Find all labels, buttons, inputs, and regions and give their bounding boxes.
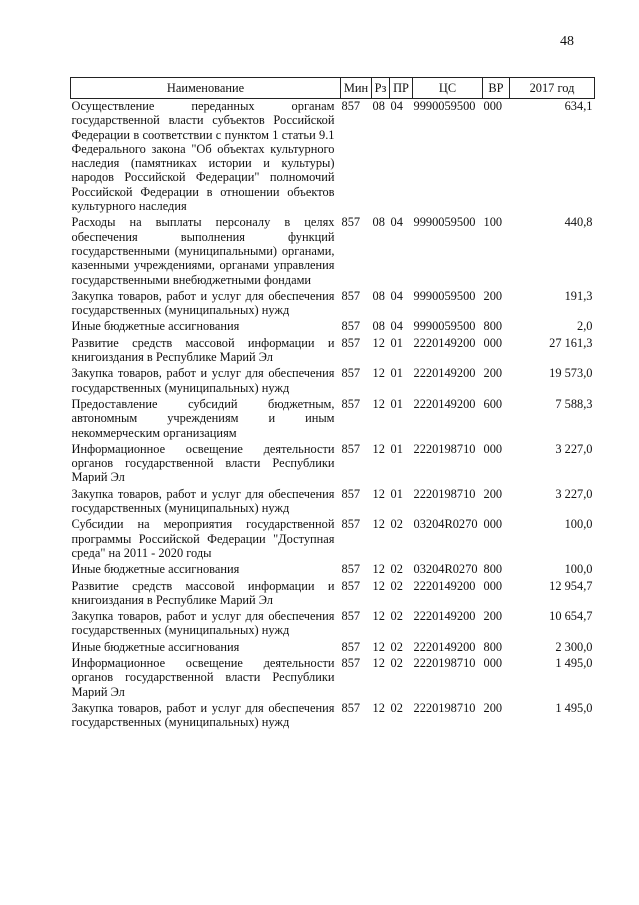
target-article-cell: 2220149200	[413, 366, 476, 381]
expense-type-cell: 200	[483, 288, 503, 303]
amount-cell: 19 573,0	[549, 366, 593, 381]
ministry-code-cell: 857	[341, 578, 361, 593]
amount-cell: 191,3	[564, 288, 593, 303]
ministry-code-cell: 857	[341, 639, 361, 654]
table-row	[71, 317, 595, 333]
table-row	[71, 287, 595, 318]
target-article-cell: 2220198710	[413, 441, 476, 456]
target-article-cell: 9990059500	[413, 215, 476, 230]
header-name: Наименование	[71, 78, 341, 99]
subsection-code-cell: 04	[390, 215, 403, 230]
table-row	[71, 654, 595, 699]
table-row	[71, 213, 595, 286]
section-code-cell: 08	[372, 319, 385, 334]
table-row	[71, 577, 595, 608]
section-code-cell: 12	[372, 517, 385, 532]
section-code-cell: 12	[372, 609, 385, 624]
section-code-cell: 12	[372, 486, 385, 501]
expense-type-cell: 800	[483, 639, 503, 654]
subsection-code-cell: 01	[390, 486, 403, 501]
ministry-code-cell: 857	[341, 288, 361, 303]
amount-cell: 100,0	[564, 517, 593, 532]
target-article-cell: 9990059500	[413, 319, 476, 334]
subsection-code-cell: 02	[390, 700, 403, 715]
amount-cell: 440,8	[564, 215, 593, 230]
expense-type-cell: 000	[483, 335, 503, 350]
amount-cell: 100,0	[564, 562, 593, 577]
name-cell: Развитие средств массовой информации и книгоиздания в Республике Марий Эл	[71, 578, 335, 607]
header-pr: ПР	[390, 78, 413, 99]
subsection-code-cell: 04	[390, 288, 403, 303]
expense-type-cell: 100	[483, 215, 503, 230]
subsection-code-cell: 02	[390, 562, 403, 577]
table-body	[71, 99, 595, 730]
name-cell: Информационное освещение деятельности органов государственной власти Республики Марий Эл	[71, 655, 335, 699]
section-code-cell: 12	[372, 366, 385, 381]
ministry-code-cell: 857	[341, 366, 361, 381]
expense-type-cell: 200	[483, 486, 503, 501]
target-article-cell: 2220198710	[413, 700, 476, 715]
section-code-cell: 12	[372, 639, 385, 654]
amount-cell: 12 954,7	[549, 578, 593, 593]
target-article-cell: 2220198710	[413, 655, 476, 670]
target-article-cell: 9990059500	[413, 99, 476, 113]
amount-cell: 1 495,0	[555, 700, 593, 715]
name-cell: Закупка товаров, работ и услуг для обеспечения государственных (муниципальных) нужд	[71, 609, 335, 638]
table-header	[71, 78, 595, 99]
subsection-code-cell: 02	[390, 609, 403, 624]
expense-type-cell: 600	[483, 396, 503, 411]
name-cell: Расходы на выплаты персоналу в целях обеспечения выполнения функций государственными (муниципальными) органами, казенными учреждениями, органами управления государственными внебюджетными фондами	[71, 215, 335, 287]
target-article-cell: 2220198710	[413, 486, 476, 501]
target-article-cell: 03204R0270	[413, 562, 478, 577]
section-code-cell: 08	[372, 215, 385, 230]
section-code-cell: 08	[372, 288, 385, 303]
ministry-code-cell: 857	[341, 319, 361, 334]
target-article-cell: 2220149200	[413, 639, 476, 654]
target-article-cell: 03204R0270	[413, 517, 478, 532]
section-code-cell: 12	[372, 335, 385, 350]
table-row	[71, 515, 595, 560]
ministry-code-cell: 857	[341, 486, 361, 501]
table-row	[71, 395, 595, 440]
expense-type-cell: 800	[483, 562, 503, 577]
expense-type-cell: 200	[483, 700, 503, 715]
target-article-cell: 2220149200	[413, 578, 476, 593]
subsection-code-cell: 02	[390, 517, 403, 532]
ministry-code-cell: 857	[341, 655, 361, 670]
table-row	[71, 334, 595, 365]
table-row	[71, 638, 595, 654]
target-article-cell: 2220149200	[413, 335, 476, 350]
subsection-code-cell: 01	[390, 335, 403, 350]
table-row	[71, 699, 595, 730]
table-row	[71, 485, 595, 516]
section-code-cell: 08	[372, 99, 385, 113]
subsection-code-cell: 02	[390, 655, 403, 670]
subsection-code-cell: 04	[390, 99, 403, 113]
subsection-code-cell: 04	[390, 319, 403, 334]
table-row	[71, 99, 595, 214]
name-cell: Развитие средств массовой информации и книгоиздания в Республике Марий Эл	[71, 335, 335, 365]
ministry-code-cell: 857	[341, 335, 361, 350]
section-code-cell: 12	[372, 396, 385, 411]
name-cell: Предоставление субсидий бюджетным, автономным учреждениям и иным некоммерческим организациям	[71, 396, 335, 440]
amount-cell: 2,0	[577, 319, 593, 334]
section-code-cell: 12	[372, 700, 385, 715]
budget-table	[70, 77, 595, 729]
ministry-code-cell: 857	[341, 517, 361, 532]
ministry-code-cell: 857	[341, 441, 361, 456]
subsection-code-cell: 01	[390, 366, 403, 381]
expense-type-cell: 200	[483, 609, 503, 624]
name-cell: Информационное освещение деятельности органов государственной власти Республики Марий Эл	[71, 441, 335, 485]
amount-cell: 27 161,3	[549, 335, 593, 350]
table-row	[71, 440, 595, 485]
name-cell: Иные бюджетные ассигнования	[71, 562, 240, 577]
expense-type-cell: 000	[483, 99, 503, 113]
expense-type-cell: 800	[483, 319, 503, 334]
name-cell: Субсидии на мероприятия государственной программы Российской Федерации "Доступная среда" на 2011 - 2020 годы	[71, 517, 335, 560]
table-row	[71, 364, 595, 395]
expense-type-cell: 000	[483, 655, 503, 670]
header-vr: ВР	[483, 78, 510, 99]
table-row	[71, 560, 595, 576]
expense-type-cell: 000	[483, 441, 503, 456]
name-cell: Закупка товаров, работ и услуг для обеспечения государственных (муниципальных) нужд	[71, 366, 335, 395]
ministry-code-cell: 857	[341, 215, 361, 230]
subsection-code-cell: 02	[390, 578, 403, 593]
name-cell: Иные бюджетные ассигнования	[71, 319, 240, 334]
expense-type-cell: 000	[483, 578, 503, 593]
amount-cell: 3 227,0	[555, 441, 593, 456]
target-article-cell: 2220149200	[413, 609, 476, 624]
ministry-code-cell: 857	[341, 609, 361, 624]
header-min: Мин	[341, 78, 372, 99]
amount-cell: 634,1	[564, 99, 593, 113]
subsection-code-cell: 01	[390, 441, 403, 456]
target-article-cell: 9990059500	[413, 288, 476, 303]
amount-cell: 1 495,0	[555, 655, 593, 670]
section-code-cell: 12	[372, 578, 385, 593]
target-article-cell: 2220149200	[413, 396, 476, 411]
header-year: 2017 год	[510, 78, 595, 99]
section-code-cell: 12	[372, 562, 385, 577]
ministry-code-cell: 857	[341, 99, 361, 113]
ministry-code-cell: 857	[341, 396, 361, 411]
header-cs: ЦС	[413, 78, 483, 99]
amount-cell: 3 227,0	[555, 486, 593, 501]
table-row	[71, 607, 595, 638]
ministry-code-cell: 857	[341, 700, 361, 715]
page-number: 48	[560, 34, 574, 49]
section-code-cell: 12	[372, 441, 385, 456]
name-cell: Иные бюджетные ассигнования	[71, 639, 240, 654]
subsection-code-cell: 01	[390, 396, 403, 411]
expense-type-cell: 000	[483, 517, 503, 532]
ministry-code-cell: 857	[341, 562, 361, 577]
name-cell: Закупка товаров, работ и услуг для обеспечения государственных (муниципальных) нужд	[71, 700, 335, 730]
name-cell: Закупка товаров, работ и услуг для обеспечения государственных (муниципальных) нужд	[71, 486, 335, 516]
expense-type-cell: 200	[483, 366, 503, 381]
amount-cell: 7 588,3	[555, 396, 593, 411]
header-rz: Рз	[372, 78, 390, 99]
amount-cell: 2 300,0	[555, 639, 593, 654]
name-cell: Осуществление переданных органам государственной власти субъектов Российской Федерации в соответствии с пунктом 1 статьи 9.1 Федерального закона "Об объектах культурного наследия (памятниках истории и культуры) народов Российской Федерации" полномочий Российской Федерации в отношении объектов культурного наследия	[71, 99, 335, 214]
subsection-code-cell: 02	[390, 639, 403, 654]
section-code-cell: 12	[372, 655, 385, 670]
amount-cell: 10 654,7	[549, 609, 593, 624]
name-cell: Закупка товаров, работ и услуг для обеспечения государственных (муниципальных) нужд	[71, 288, 335, 318]
